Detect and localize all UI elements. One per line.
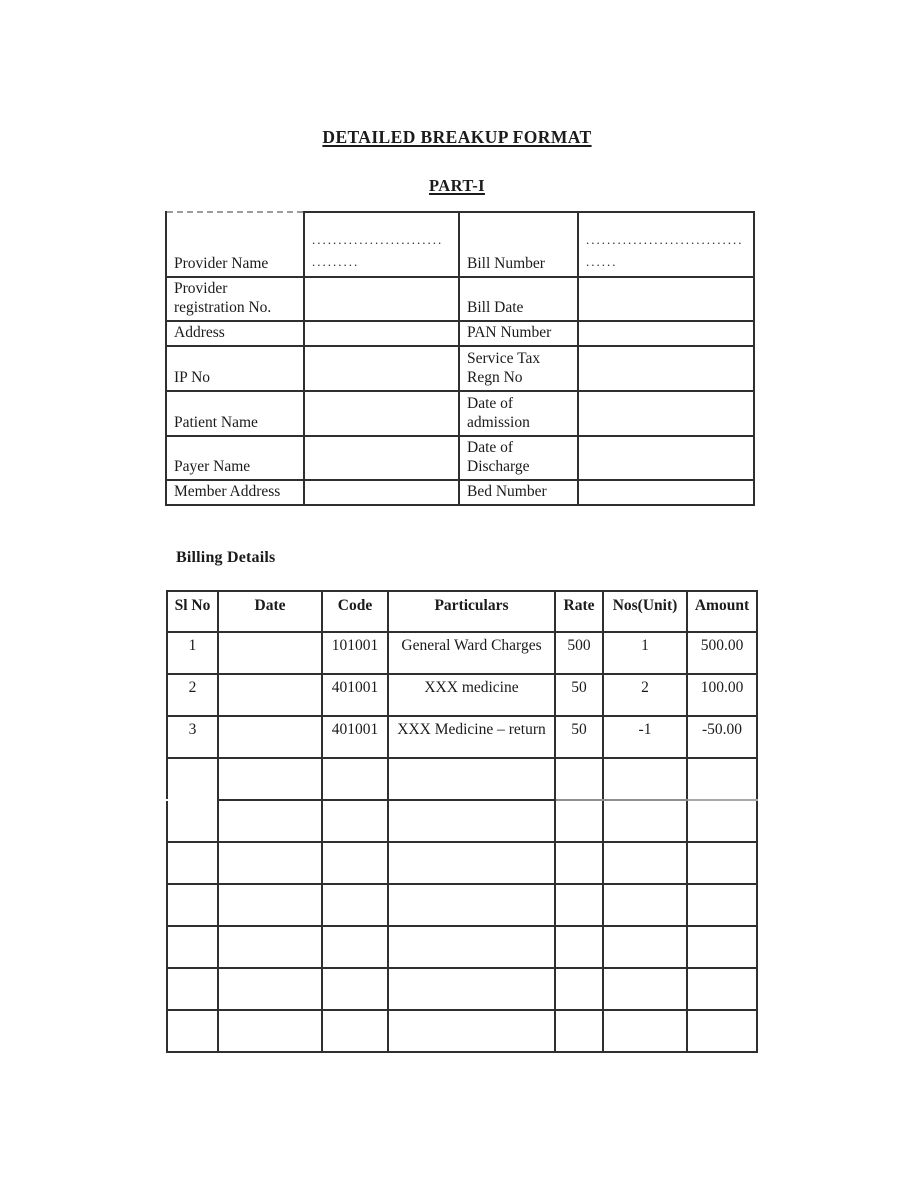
table-cell	[167, 842, 218, 884]
table-cell	[218, 968, 322, 1010]
table-cell: Date of Discharge	[459, 436, 578, 480]
table-cell	[388, 800, 555, 842]
billing-table-body	[167, 632, 757, 1052]
table-cell	[388, 1010, 555, 1052]
table-cell: -1	[603, 716, 687, 758]
table-cell: 100.00	[687, 674, 757, 716]
part-heading: PART-I	[429, 176, 485, 195]
table-cell	[687, 1010, 757, 1052]
table-cell: 50	[555, 716, 603, 758]
table-cell	[555, 884, 603, 926]
table-row	[166, 277, 754, 321]
table-cell: 3	[167, 716, 218, 758]
table-cell	[687, 800, 757, 842]
table-cell: -50.00	[687, 716, 757, 758]
table-cell: 401001	[322, 716, 388, 758]
table-cell	[578, 391, 754, 436]
table-row	[167, 926, 757, 968]
table-cell: Provider Name	[166, 212, 304, 277]
table-cell	[603, 800, 687, 842]
table-cell	[555, 1010, 603, 1052]
table-cell	[578, 480, 754, 505]
table-cell	[322, 758, 388, 800]
table-cell	[322, 842, 388, 884]
table-cell: Payer Name	[166, 436, 304, 480]
table-cell	[555, 968, 603, 1010]
table-cell	[167, 884, 218, 926]
dotted-fill-line: .........	[312, 254, 360, 269]
table-cell: Patient Name	[166, 391, 304, 436]
table-cell	[388, 968, 555, 1010]
table-cell: 50	[555, 674, 603, 716]
table-cell: 500.00	[687, 632, 757, 674]
table-cell	[304, 480, 459, 505]
table-cell	[167, 1010, 218, 1052]
table-cell: Bed Number	[459, 480, 578, 505]
column-header: Code	[322, 591, 388, 632]
table-cell: 101001	[322, 632, 388, 674]
table-cell	[322, 968, 388, 1010]
table-cell: Address	[166, 321, 304, 346]
table-cell	[388, 926, 555, 968]
table-cell	[218, 674, 322, 716]
provider-info-table-body	[166, 212, 754, 505]
table-cell	[555, 758, 603, 800]
column-header: Nos(Unit)	[603, 591, 687, 632]
page-title: DETAILED BREAKUP FORMAT	[322, 127, 592, 147]
table-row	[167, 968, 757, 1010]
table-cell: XXX Medicine – return	[388, 716, 555, 758]
table-row	[166, 346, 754, 391]
table-cell	[603, 926, 687, 968]
billing-table-header	[167, 591, 757, 632]
dotted-fill-line: .........................	[312, 232, 444, 247]
table-row	[167, 758, 757, 800]
table-cell: 1	[603, 632, 687, 674]
column-header: Particulars	[388, 591, 555, 632]
table-cell	[578, 277, 754, 321]
table-cell	[388, 758, 555, 800]
table-row	[167, 1010, 757, 1052]
table-cell	[218, 800, 322, 842]
table-cell	[603, 968, 687, 1010]
table-cell	[304, 212, 459, 277]
table-cell	[603, 1010, 687, 1052]
table-cell: 2	[603, 674, 687, 716]
table-cell	[167, 758, 218, 800]
table-cell	[555, 842, 603, 884]
table-row	[167, 800, 757, 842]
table-cell	[304, 436, 459, 480]
column-header: Sl No	[167, 591, 218, 632]
billing-details-table	[166, 590, 758, 1053]
table-cell	[578, 321, 754, 346]
table-cell	[304, 391, 459, 436]
table-cell	[322, 884, 388, 926]
table-cell	[218, 632, 322, 674]
table-cell	[218, 926, 322, 968]
table-cell	[218, 884, 322, 926]
table-cell	[218, 1010, 322, 1052]
table-cell	[603, 758, 687, 800]
table-cell	[304, 321, 459, 346]
table-row	[166, 321, 754, 346]
column-header: Rate	[555, 591, 603, 632]
column-header: Date	[218, 591, 322, 632]
table-row	[166, 436, 754, 480]
billing-header-row	[167, 591, 757, 632]
table-cell: XXX medicine	[388, 674, 555, 716]
table-cell	[578, 212, 754, 277]
table-cell: Provider registration No.	[166, 277, 304, 321]
table-cell	[687, 926, 757, 968]
table-cell: General Ward Charges	[388, 632, 555, 674]
table-cell	[167, 968, 218, 1010]
table-cell	[555, 800, 603, 842]
provider-info-table	[165, 211, 755, 506]
table-cell: 401001	[322, 674, 388, 716]
table-cell: Service Tax Regn No	[459, 346, 578, 391]
table-cell	[555, 926, 603, 968]
table-cell: Bill Date	[459, 277, 578, 321]
table-row	[167, 674, 757, 716]
table-cell	[603, 884, 687, 926]
table-cell	[388, 884, 555, 926]
table-cell: Member Address	[166, 480, 304, 505]
table-row	[166, 480, 754, 505]
table-cell: 500	[555, 632, 603, 674]
table-cell	[603, 842, 687, 884]
table-row	[167, 632, 757, 674]
table-cell	[388, 842, 555, 884]
table-cell: PAN Number	[459, 321, 578, 346]
table-cell	[218, 716, 322, 758]
table-cell	[322, 800, 388, 842]
table-cell	[322, 1010, 388, 1052]
table-cell	[167, 800, 218, 842]
table-cell	[322, 926, 388, 968]
column-header: Amount	[687, 591, 757, 632]
table-cell	[578, 346, 754, 391]
table-row	[166, 212, 754, 277]
dotted-fill-line: ..............................	[586, 232, 744, 247]
table-cell: Date of admission	[459, 391, 578, 436]
billing-details-heading: Billing Details	[176, 549, 276, 566]
dotted-fill-line: ......	[586, 254, 618, 269]
table-cell	[578, 436, 754, 480]
table-row	[167, 842, 757, 884]
table-cell	[687, 842, 757, 884]
table-row	[166, 391, 754, 436]
table-cell	[167, 926, 218, 968]
table-cell: Bill Number	[459, 212, 578, 277]
table-cell	[687, 884, 757, 926]
table-cell	[687, 968, 757, 1010]
table-cell	[218, 842, 322, 884]
table-cell: 2	[167, 674, 218, 716]
table-row	[167, 884, 757, 926]
table-row	[167, 716, 757, 758]
table-cell	[218, 758, 322, 800]
table-cell: IP No	[166, 346, 304, 391]
table-cell	[304, 277, 459, 321]
table-cell: 1	[167, 632, 218, 674]
table-cell	[687, 758, 757, 800]
table-cell	[304, 346, 459, 391]
